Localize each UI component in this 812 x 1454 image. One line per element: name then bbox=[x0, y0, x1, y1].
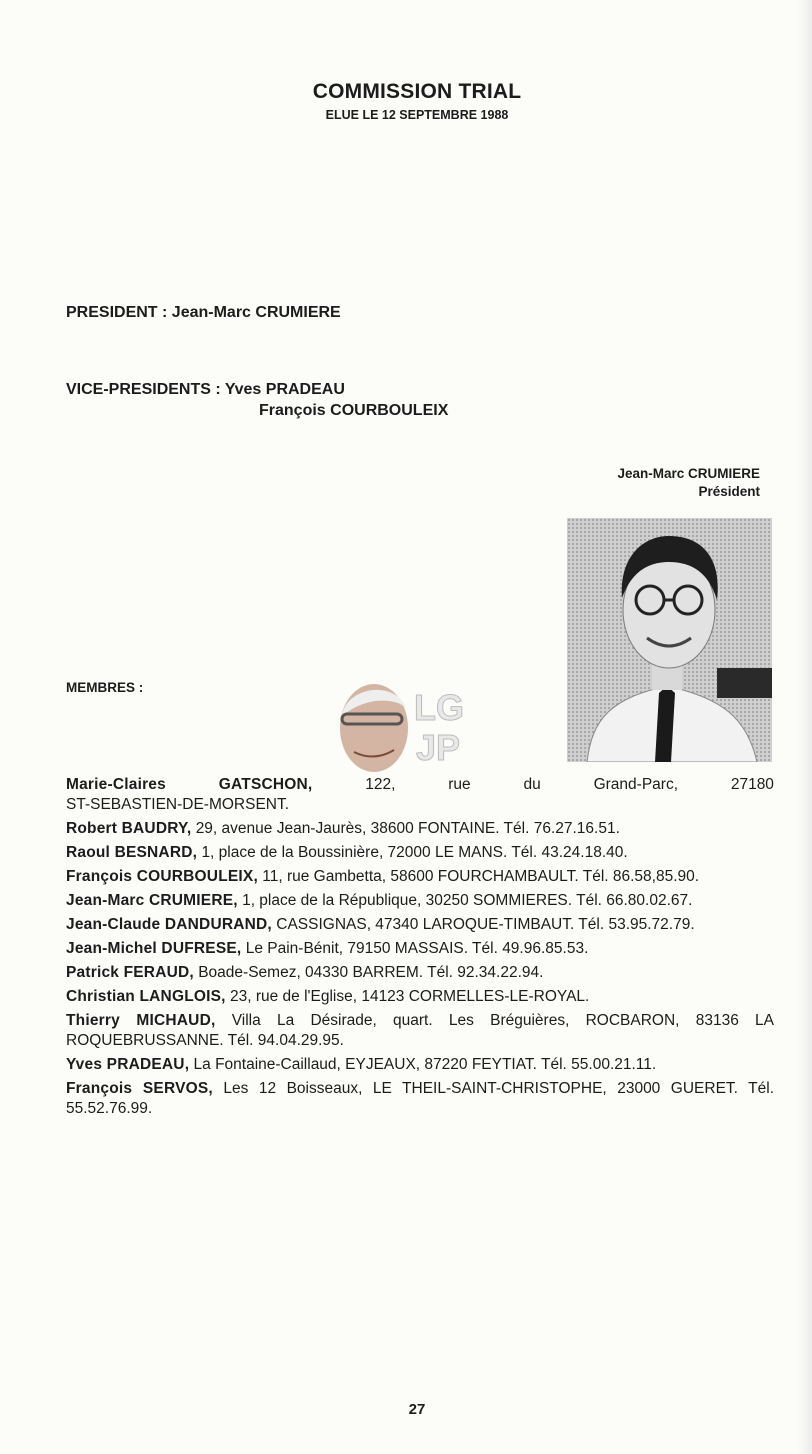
photo-caption-name: Jean-Marc CRUMIERE bbox=[617, 466, 760, 481]
member-name: Patrick FERAUD, bbox=[66, 964, 194, 981]
member-name: Jean-Marc CRUMIERE, bbox=[66, 892, 238, 909]
member-address-part: rue bbox=[448, 776, 471, 793]
member-address: CASSIGNAS, 47340 LAROQUE-TIMBAUT. Tél. 53.95.72.79. bbox=[276, 916, 695, 933]
president-line bbox=[66, 304, 341, 322]
member-address: 23, rue de l'Eglise, 14123 CORMELLES-LE-ROYAL. bbox=[229, 988, 590, 1005]
photo-caption bbox=[560, 465, 760, 501]
president-name: Jean-Marc CRUMIERE bbox=[171, 304, 341, 321]
list-item bbox=[66, 987, 774, 1007]
member-address: Le Pain-Bénit, 79150 MASSAIS. Tél. 49.96.85.53. bbox=[245, 940, 589, 957]
members-list bbox=[66, 775, 774, 1123]
list-item bbox=[66, 963, 774, 983]
page-title: COMMISSION TRIAL bbox=[312, 80, 522, 103]
member-address: Les 12 Boisseaux, LE THEIL-SAINT-CHRISTOPHE, 23000 GUERET. Tél. 55.52.76.99. bbox=[66, 1080, 774, 1117]
member-name: François COURBOULEIX, bbox=[66, 868, 258, 885]
member-name: Yves PRADEAU, bbox=[66, 1056, 190, 1073]
vice-president-name: Yves PRADEAU bbox=[224, 381, 345, 398]
list-item bbox=[66, 819, 774, 839]
member-address: La Fontaine-Caillaud, EYJEAUX, 87220 FEYTIAT. Tél. 55.00.21.11. bbox=[193, 1056, 657, 1073]
member-name: Robert BAUDRY, bbox=[66, 820, 192, 837]
member-address: 1, place de la République, 30250 SOMMIERES. Tél. 66.80.02.67. bbox=[242, 892, 693, 909]
list-item bbox=[66, 775, 774, 815]
member-name-part: GATSCHON, bbox=[218, 776, 313, 793]
svg-text:JP: JP bbox=[416, 727, 461, 768]
vice-presidents-line bbox=[66, 381, 345, 399]
list-item bbox=[66, 867, 774, 887]
list-item bbox=[66, 843, 774, 863]
member-address: 29, avenue Jean-Jaurès, 38600 FONTAINE. Tél. 76.27.16.51. bbox=[195, 820, 620, 837]
president-portrait bbox=[567, 518, 772, 762]
member-address: 1, place de la Boussinière, 72000 LE MANS. Tél. 43.24.18.40. bbox=[201, 844, 628, 861]
list-item bbox=[66, 1011, 774, 1051]
page-subtitle: ELUE LE 12 SEPTEMBRE 1988 bbox=[325, 108, 509, 122]
member-address-part: du bbox=[523, 776, 541, 793]
member-address-part: 27180 bbox=[730, 776, 774, 793]
member-name: Jean-Michel DUFRESE, bbox=[66, 940, 242, 957]
svg-text:LG: LG bbox=[414, 687, 464, 728]
list-item bbox=[66, 1079, 774, 1119]
watermark-logo bbox=[336, 676, 481, 776]
list-item bbox=[66, 939, 774, 959]
page-number: 27 bbox=[408, 1401, 426, 1418]
vice-presidents-label: VICE-PRESIDENTS : bbox=[66, 381, 221, 398]
list-item bbox=[66, 1055, 774, 1075]
member-address-part: Grand-Parc, bbox=[593, 776, 678, 793]
member-name: François SERVOS, bbox=[66, 1080, 213, 1097]
member-name: Thierry MICHAUD, bbox=[66, 1012, 216, 1029]
member-name: Jean-Claude DANDURAND, bbox=[66, 916, 272, 933]
member-address-part: 122, bbox=[365, 776, 396, 793]
list-item bbox=[66, 891, 774, 911]
member-name: Marie-Claires bbox=[66, 776, 166, 793]
member-address-part: ST-SEBASTIEN-DE-MORSENT. bbox=[66, 796, 290, 813]
president-label: PRESIDENT : bbox=[66, 304, 168, 321]
member-address: 11, rue Gambetta, 58600 FOURCHAMBAULT. Tél. 86.58,85.90. bbox=[262, 868, 700, 885]
list-item bbox=[66, 915, 774, 935]
members-label: MEMBRES : bbox=[66, 680, 144, 695]
member-name: Christian LANGLOIS, bbox=[66, 988, 226, 1005]
photo-caption-role: Président bbox=[698, 484, 760, 499]
member-address: Boade-Semez, 04330 BARREM. Tél. 92.34.22.94. bbox=[198, 964, 544, 981]
member-name: Raoul BESNARD, bbox=[66, 844, 198, 861]
member-address: Villa La Désirade, quart. Les Bréguières, ROCBARON, 83136 LA ROQUEBRUSSANNE. Tél. 94.04.29.95. bbox=[66, 1012, 775, 1049]
vice-president-name: François COURBOULEIX bbox=[259, 402, 449, 419]
page-edge bbox=[798, 0, 812, 1454]
